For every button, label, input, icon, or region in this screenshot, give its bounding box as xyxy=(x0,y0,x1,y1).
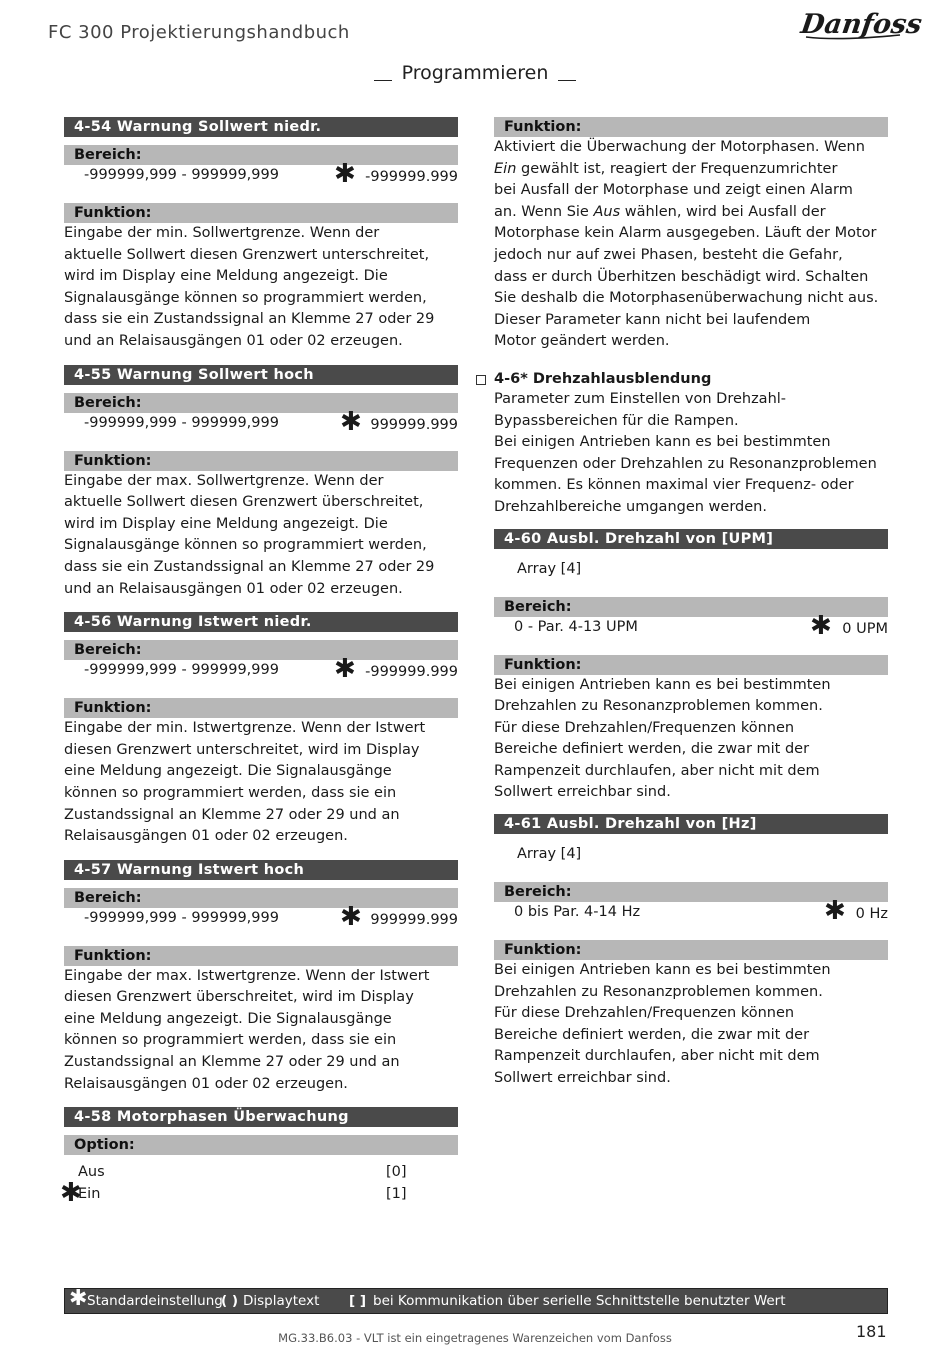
svg-text:Danfoss: Danfoss xyxy=(798,9,924,40)
legend-bracket-symbol: [ ] xyxy=(349,1293,367,1309)
italic-term: Aus xyxy=(593,203,621,220)
text-line: gewählt ist, reagiert der Frequenzumrichter xyxy=(516,160,838,177)
legend-serial-text: bei Kommunikation über serielle Schnittstelle benutzter Wert xyxy=(373,1293,786,1309)
title-dash-right xyxy=(558,80,576,81)
text-block: Motorphase kein Alarm ausgegeben. Läuft der Motor jedoch nur auf zwei Phasen, besteht die Gefahr, dass er durch Überhitzen beschädigt wird. Schalten Sie deshalb die Motorphasenüberwachung nicht aus. Dieser Parameter kann nicht bei laufendem Motor geändert werden. xyxy=(494,225,879,350)
param-4-54-range xyxy=(64,159,458,189)
param-4-57-header: 4-57 Warnung Istwert hoch xyxy=(64,860,458,880)
function-label: Funktion: xyxy=(64,946,458,966)
default-star-icon: ✱ xyxy=(334,654,356,685)
group-checkbox-icon xyxy=(476,375,486,385)
danfoss-logo xyxy=(798,4,924,44)
default-value: -999999.999 xyxy=(365,169,458,185)
param-4-56-range xyxy=(64,654,458,685)
range-value: 0 - Par. 4-13 UPM xyxy=(514,618,638,635)
default-star-icon: ✱ xyxy=(340,901,362,932)
document-title: FC 300 Projektierungshandbuch xyxy=(48,22,350,43)
option-value: [1] xyxy=(386,1186,407,1203)
param-4-57-range xyxy=(64,901,458,932)
option-label-text: Ein xyxy=(78,1186,101,1203)
option-value: [0] xyxy=(386,1164,407,1181)
param-4-60-header: 4-60 Ausbl. Drehzahl von [UPM] xyxy=(494,529,888,549)
default-star-icon: ✱ xyxy=(824,896,846,927)
param-4-55-range xyxy=(64,406,458,437)
section-title-text: Programmieren xyxy=(401,62,549,84)
param-4-56-header: 4-56 Warnung Istwert niedr. xyxy=(64,612,458,632)
param-4-60-range xyxy=(494,610,888,641)
default-value: -999999.999 xyxy=(365,664,458,681)
range-value: -999999,999 - 999999,999 xyxy=(84,167,279,183)
range-label: Bereich: xyxy=(494,882,888,902)
default-value: 0 Hz xyxy=(855,906,888,923)
param-4-61-range xyxy=(494,896,888,927)
function-label: Funktion: xyxy=(64,203,458,223)
function-label: Funktion: xyxy=(494,655,888,675)
footer-legend-bar xyxy=(64,1288,888,1314)
footer-note: MG.33.B6.03 - VLT ist ein eingetragenes Warenzeichen vom Danfoss xyxy=(278,1331,672,1345)
title-dash-left xyxy=(374,80,392,81)
param-4-58-description xyxy=(494,137,888,353)
param-4-55-description: Eingabe der max. Sollwertgrenze. Wenn der aktuelle Sollwert diesen Grenzwert überschreitet, wird im Display eine Meldung angezeigt. Die Signalausgänge können so programmiert werden, dass sie ein Zustandssignal an Klemme 27 oder 29 und an Relaisausgängen 01 oder 02 erzeugen. xyxy=(64,472,435,597)
default-star-icon: ✱ xyxy=(340,406,362,437)
range-label: Bereich: xyxy=(64,640,458,660)
option-label: Option: xyxy=(64,1135,458,1155)
range-label: Bereich: xyxy=(64,145,458,165)
param-4-55-header: 4-55 Warnung Sollwert hoch xyxy=(64,365,458,385)
legend-display-text: Displaytext xyxy=(243,1293,320,1309)
param-4-58-header: 4-58 Motorphasen Überwachung xyxy=(64,1107,458,1127)
param-4-61-header: 4-61 Ausbl. Drehzahl von [Hz] xyxy=(494,814,888,834)
range-value: -999999,999 - 999999,999 xyxy=(84,662,279,679)
group-4-6-title xyxy=(494,369,888,389)
option-label-text: Aus xyxy=(78,1164,105,1181)
text-line: an. Wenn Sie xyxy=(494,203,594,220)
section-title xyxy=(0,62,950,84)
default-value: 999999.999 xyxy=(370,911,458,928)
italic-term: Ein xyxy=(494,160,517,177)
text-line: wählen, wird bei Ausfall der xyxy=(620,203,826,220)
group-4-6-description: Parameter zum Einstellen von Drehzahl- Bypassbereichen für die Rampen. Bei einigen Antrieben kann es bei bestimmten Frequenzen oder Drehzahlen zu Resonanzproblemen kommen. Es können maximal vier Frequenz- oder Drehzahlbereiche umgangen werden. xyxy=(494,390,877,515)
range-value: -999999,999 - 999999,999 xyxy=(84,909,279,926)
right-column xyxy=(494,117,888,1090)
legend-paren-symbol: ( ) xyxy=(221,1293,239,1309)
function-label: Funktion: xyxy=(494,117,888,137)
param-4-54-description: Eingabe der min. Sollwertgrenze. Wenn der aktuelle Sollwert diesen Grenzwert unterschreitet, wird im Display eine Meldung angezeigt. Die Signalausgänge können so programmiert werden, dass sie ein Zustandssignal an Klemme 27 oder 29 und an Relaisausgängen 01 oder 02 erzeugen. xyxy=(64,225,435,349)
option-row-aus xyxy=(64,1161,458,1183)
array-label: Array [4] xyxy=(517,560,582,577)
text-line: Aktiviert die Überwachung der Motorphasen. Wenn xyxy=(494,139,865,155)
page-number: 181 xyxy=(856,1322,887,1341)
param-4-61-description: Bei einigen Antrieben kann es bei bestimmten Drehzahlen zu Resonanzproblemen kommen. Für diese Drehzahlen/Frequenzen können Bereiche definiert werden, die zwar mit der Rampenzeit durchlaufen, aber nicht mit dem Sollwert erreichbar sind. xyxy=(494,962,831,1087)
array-label: Array [4] xyxy=(517,846,582,863)
range-value: 0 bis Par. 4-14 Hz xyxy=(514,904,641,921)
param-4-57-description: Eingabe der max. Istwertgrenze. Wenn der Istwert diesen Grenzwert überschreitet, wird im Display eine Meldung angezeigt. Die Signalausgänge können so programmiert werden, dass sie ein Zustandssignal an Klemme 27 oder 29 und an Relaisausgängen 01 oder 02 erzeugen. xyxy=(64,967,430,1092)
param-4-56-description: Eingabe der min. Istwertgrenze. Wenn der Istwert diesen Grenzwert unterschreitet, wird im Display eine Meldung angezeigt. Die Signalausgänge können so programmiert werden, dass sie ein Zustandssignal an Klemme 27 oder 29 und an Relaisausgängen 01 oder 02 erzeugen. xyxy=(64,720,426,845)
default-star-icon: ✱ xyxy=(810,610,832,641)
group-title-text: 4-6* Drehzahlausblendung xyxy=(494,370,712,387)
range-value: -999999,999 - 999999,999 xyxy=(84,414,279,431)
default-star-icon: ✱ xyxy=(334,159,356,189)
default-value: 999999.999 xyxy=(370,416,458,433)
left-column xyxy=(60,117,458,1209)
default-value: 0 UPM xyxy=(842,620,888,637)
param-4-54-header: 4-54 Warnung Sollwert niedr. xyxy=(64,117,458,137)
range-label: Bereich: xyxy=(494,597,888,617)
legend-default-text: Standardeinstellung xyxy=(87,1293,223,1309)
default-star-icon: ✱ xyxy=(69,1286,88,1311)
text-line: bei Ausfall der Motorphase und zeigt einen Alarm xyxy=(494,182,853,199)
range-label: Bereich: xyxy=(64,393,458,413)
function-label: Funktion: xyxy=(64,451,458,471)
function-label: Funktion: xyxy=(494,940,888,960)
default-star-icon: ✱ xyxy=(60,1178,82,1209)
function-label: Funktion: xyxy=(64,698,458,718)
param-4-60-description: Bei einigen Antrieben kann es bei bestimmten Drehzahlen zu Resonanzproblemen kommen. Für diese Drehzahlen/Frequenzen können Bereiche definiert werden, die zwar mit der Rampenzeit durchlaufen, aber nicht mit dem Sollwert erreichbar sind. xyxy=(494,676,831,801)
option-row-ein xyxy=(60,1178,458,1209)
range-label: Bereich: xyxy=(64,888,458,908)
